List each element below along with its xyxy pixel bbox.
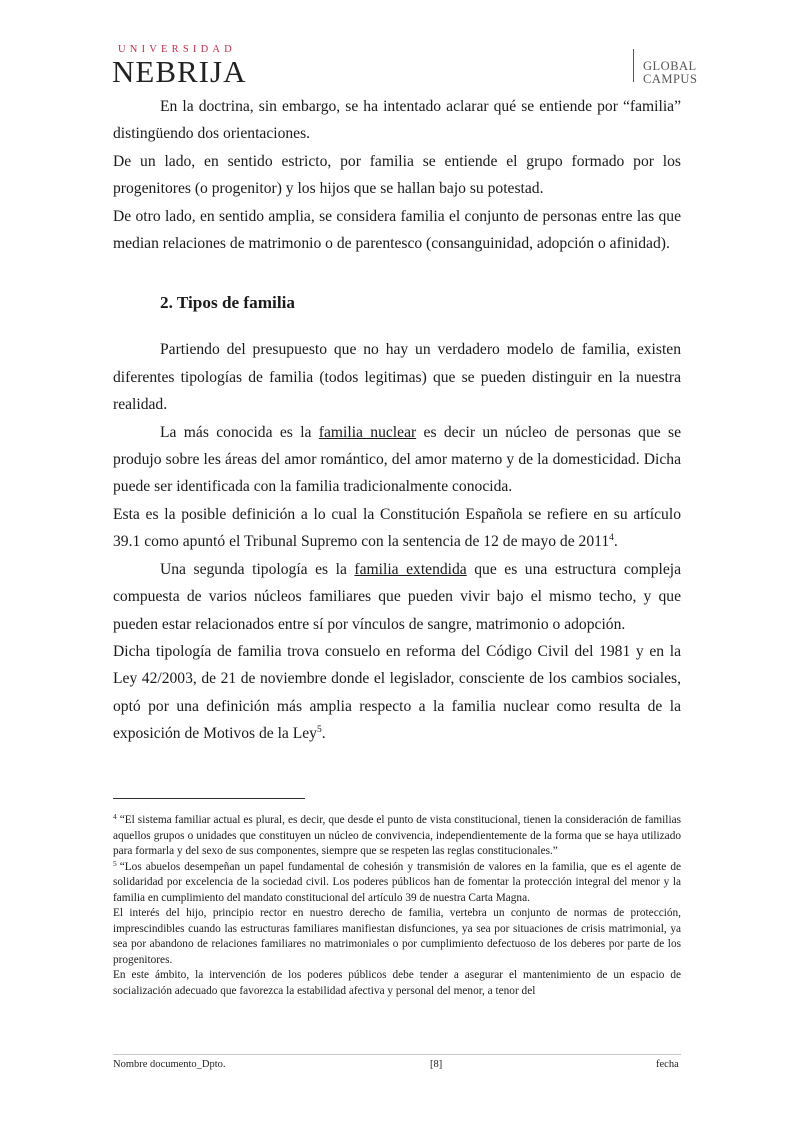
text-run: . <box>613 533 618 551</box>
term-familia-extendida: familia extendida <box>354 560 467 578</box>
logo-divider <box>633 49 634 82</box>
section-heading: 2. Tipos de familia <box>160 293 295 313</box>
footnote-number: 4 <box>113 812 117 821</box>
footnote-text: “Los abuelos desempeñan un papel fundamental de cohesión y transmisión de valores en la familia, que es el agente de solidaridad por excelencia de la sociedad civil. Los poderes públicos han de fomentar la protección integral del menor y la familia en cumplimiento del mandato constitucional del artículo 39 de nuestra Carta Magna. <box>113 860 681 904</box>
text-run: La más conocida es la <box>160 423 319 441</box>
footnote-text: “El sistema familiar actual es plural, es decir, que desde el punto de vista constitucional, tienen la consideración de familias aquellos grupos o unidades que constituyen un núcleo de convivencia, independientemente de la forma que se haya utilizado para formarla y del sexo de sus componentes, siempre que se respeten las reglas constitucionales.” <box>113 814 681 857</box>
footnote-separator <box>113 798 305 799</box>
footer-document-name: Nombre documento_Dpto. <box>113 1059 226 1070</box>
paragraph <box>113 556 681 638</box>
footnotes <box>113 813 681 999</box>
paragraph <box>113 501 681 556</box>
footnote-5-continued: El interés del hijo, principio rector en nuestro derecho de familia, vertebra un conjunto de normas de protección, imprescindibles cuando las estructuras familiares manifiestan disfunciones, ya sea por situaciones de crisis matrimonial, ya sea por abandono de relaciones familiares no matrimoniales o por cumplimiento defectuoso de los deberes por parte de los progenitores. <box>113 907 681 966</box>
footer-separator <box>113 1054 681 1055</box>
footnote-ref-5[interactable]: 5 <box>316 725 322 736</box>
text-run: que es una estructura compleja compuesta de varios núcleos familiares que pueden vivir bajo el mismo techo, y que pueden estar relacionados entre sí por vínculos de sangre, matrimonio o adopción. <box>113 560 681 633</box>
text-run: . <box>321 725 326 743</box>
university-logo-top: UNIVERSIDAD <box>118 44 236 55</box>
footnote-4 <box>113 813 681 860</box>
footer-date: fecha <box>656 1059 679 1070</box>
footnote-number: 5 <box>113 858 117 868</box>
paragraph: Partiendo del presupuesto que no hay un verdadero modelo de familia, existen diferentes tipologías de familia (todos legitimas) que se pueden distinguir en la nuestra realidad. <box>113 341 681 414</box>
paragraph: De un lado, en sentido estricto, por familia se entiende el grupo formado por los progenitores (o progenitor) y los hijos que se hallan bajo su potestad. <box>113 152 681 198</box>
text-run: es decir un núcleo de personas que se produjo sobre les áreas del amor romántico, del amor materno y de la domesticidad. Dicha puede ser identificada con la familia tradicionalmente conocida. <box>113 423 681 496</box>
footnote-ref-4[interactable]: 4 <box>609 533 614 544</box>
text-run: Una segunda tipología es la <box>160 560 355 578</box>
paragraph <box>113 638 681 748</box>
campus-line1: GLOBAL <box>643 59 697 73</box>
global-campus-label <box>643 60 697 86</box>
document-body <box>113 93 681 748</box>
paragraph: De otro lado, en sentido amplia, se considera familia el conjunto de personas entre las que median relaciones de matrimonio o de parentesco (consanguinidad, adopción o afinidad). <box>113 207 681 253</box>
footnote-5 <box>113 860 681 907</box>
university-logo: NEBRIJA <box>112 54 247 89</box>
paragraph: En la doctrina, sin embargo, se ha intentado aclarar qué se entiende por “familia” distingüendo dos orientaciones. <box>113 98 681 143</box>
page-number: [8] <box>430 1059 443 1070</box>
footnote-5-continued: En este ámbito, la intervención de los poderes públicos debe tender a asegurar el mantenimiento de un espacio de socialización adecuado que favorezca la estabilidad afectiva y personal del menor, a tenor del <box>113 969 681 997</box>
text-run: Esta es la posible definición a lo cual la Constitución Española se refiere en su artículo 39.1 como apuntó el Tribunal Supremo con la sentencia de 12 de mayo de 2011 <box>113 505 681 551</box>
term-familia-nuclear: familia nuclear <box>318 423 417 441</box>
text-run: Dicha tipología de familia trova consuelo en reforma del Código Civil del 1981 y en la Ley 42/2003, de 21 de noviembre donde el legislador, consciente de los cambios sociales, optó por una definición más amplia respecto a la familia nuclear como resulta de la exposición de Motivos de la Ley <box>113 642 681 743</box>
campus-line2: CAMPUS <box>643 72 698 86</box>
paragraph <box>113 419 681 501</box>
